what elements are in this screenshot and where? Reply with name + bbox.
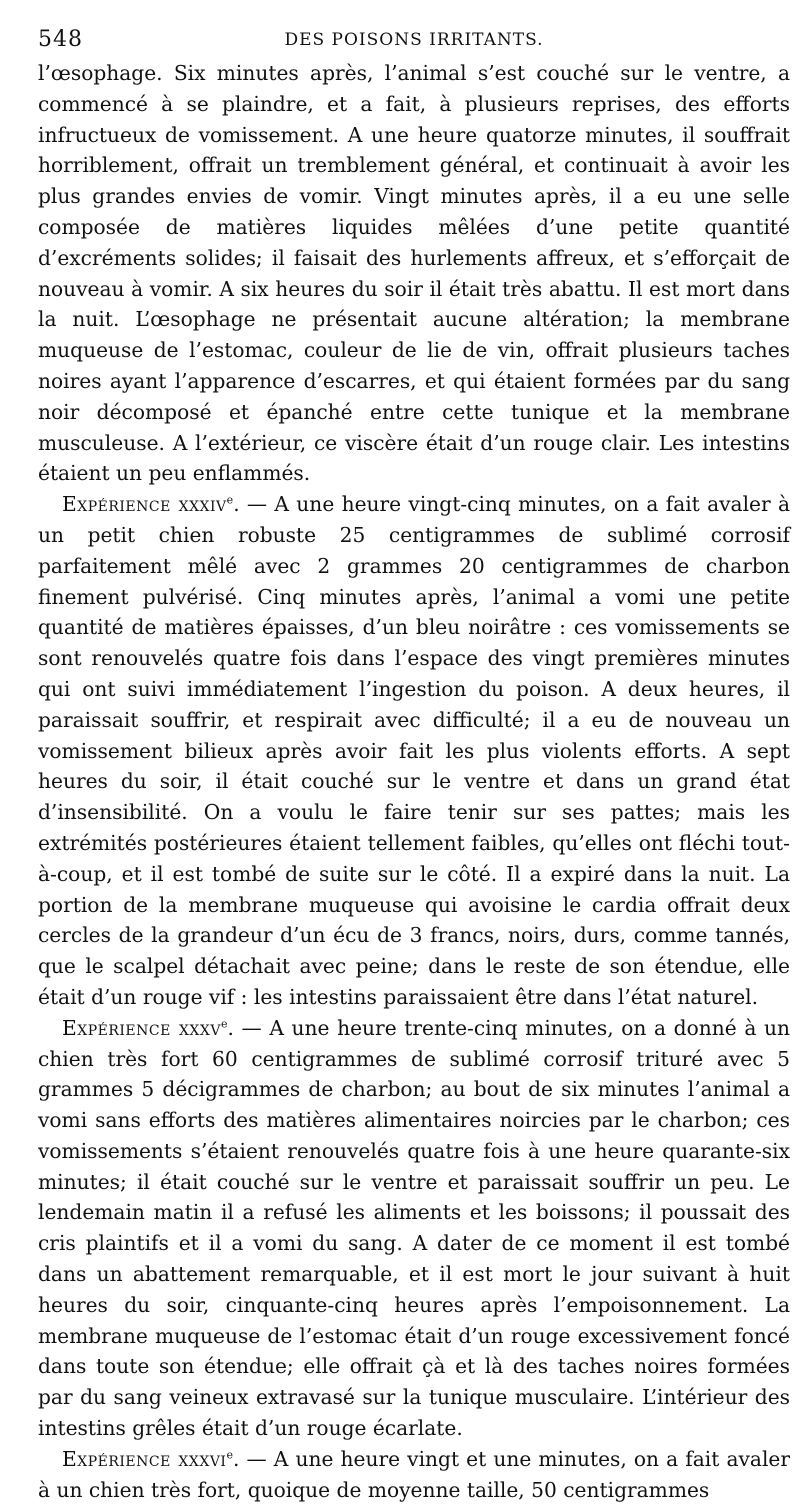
experience-label: Expérience xxxiv <box>62 492 227 517</box>
page-number: 548 <box>38 27 83 52</box>
paragraph-continuation <box>38 58 790 489</box>
running-title: DES POISONS IRRITANTS. <box>284 30 544 50</box>
experience-label-suffix: e <box>226 1448 233 1462</box>
experience-label: Expérience xxxvi <box>62 1446 227 1471</box>
experience-label: Expérience xxxv <box>62 1015 221 1040</box>
experience-label-suffix: e <box>226 493 234 507</box>
paragraph-experience-34 <box>38 489 790 1013</box>
running-head <box>38 22 790 58</box>
body-text <box>38 58 790 1505</box>
book-page <box>38 22 791 1502</box>
paragraph-experience-35 <box>38 1013 790 1444</box>
paragraph-text: . — A une heure vingt-cinq minutes, on a fait avaler à un petit chien robuste 25 centigrammes de sublimé corrosif parfaitement mêlé avec 2 grammes 20 centigrammes de charbon finement pulvérisé. Cinq minutes après, l’animal a vomi une petite quantité de matières épaisses, d’un bleu noirâtre : ces vomissements se sont renouvelés quatre fois dans l’espace des vingt premières minutes qui ont suivi immédiatement l’ingestion du poison. A deux heures, il paraissait souffrir, et respirait avec difficulté; il a eu de nouveau un vomissement bilieux après avoir fait les plus violents efforts. A sept heures du soir, il était couché sur le ventre et dans un grand état d’insensibilité. On a voulu le faire tenir sur ses pattes; mais les extrémités postérieures étaient tellement faibles, qu’elles ont fléchi tout-à-coup, et il est tombé de suite sur le côté. Il a expiré dans la nuit. La portion de la membrane muqueuse qui avoisine le cardia offrait deux cercles de la grandeur d’un écu de 3 francs, noirs, durs, comme tannés, que le scalpel détachait avec peine; dans le reste de son étendue, elle était d’un rouge vif : les intestins paraissaient être dans l’état naturel. <box>38 492 790 1009</box>
paragraph-text: . — A une heure vingt et une minutes, on a fait avaler à un chien très fort, quoique de moyenne taille, 50 centigrammes <box>38 1446 791 1502</box>
paragraph-experience-36 <box>38 1444 790 1505</box>
paragraph-text: l’œsophage. Six minutes après, l’animal s’est couché sur le ventre, a commencé à se plaindre, et a fait, à plusieurs reprises, des efforts infructueux de vomissement. A une heure quatorze minutes, il souffrait horriblement, offrait un tremblement général, et continuait à avoir les plus grandes envies de vomir. Vingt minutes après, il a eu une selle composée de matières liquides mêlées d’une petite quantité d’excréments solides; il faisait des hurlements affreux, et s’efforçait de nouveau à vomir. A six heures du soir il était très abattu. Il est mort dans la nuit. L’œsophage ne présentait aucune altération; la membrane muqueuse de l’estomac, couleur de lie de vin, offrait plusieurs taches noires ayant l’apparence d’escarres, et qui étaient formées par du sang noir décomposé et épanché entre cette tunique et la membrane musculeuse. A l’extérieur, ce viscère était d’un rouge clair. Les intestins étaient un peu enflammés. <box>38 61 790 486</box>
paragraph-text: . — A une heure trente-cinq minutes, on a donné à un chien très fort 60 centigrammes de sublimé corrosif trituré avec 5 grammes 5 décigrammes de charbon; au bout de six minutes l’animal a vomi sans efforts des matières alimentaires noircies par le charbon; ces vomissements s’étaient renouvelés quatre fois à une heure quarante-six minutes; il était couché sur le ventre et paraissait souffrir un peu. Le lendemain matin il a refusé les aliments et les boissons; il poussait des cris plaintifs et il a vomi du sang. A dater de ce moment il est tombé dans un abattement remarquable, et il est mort le jour suivant à huit heures du soir, cinquante-cinq heures après l’empoisonnement. La membrane muqueuse de l’estomac était d’un rouge excessivement foncé dans toute son étendue; elle offrait çà et là des taches noires formées par du sang veineux extravasé sur la tunique musculaire. L’intérieur des intestins grêles était d’un rouge écarlate. <box>38 1015 790 1441</box>
experience-label-suffix: e <box>220 1016 228 1030</box>
